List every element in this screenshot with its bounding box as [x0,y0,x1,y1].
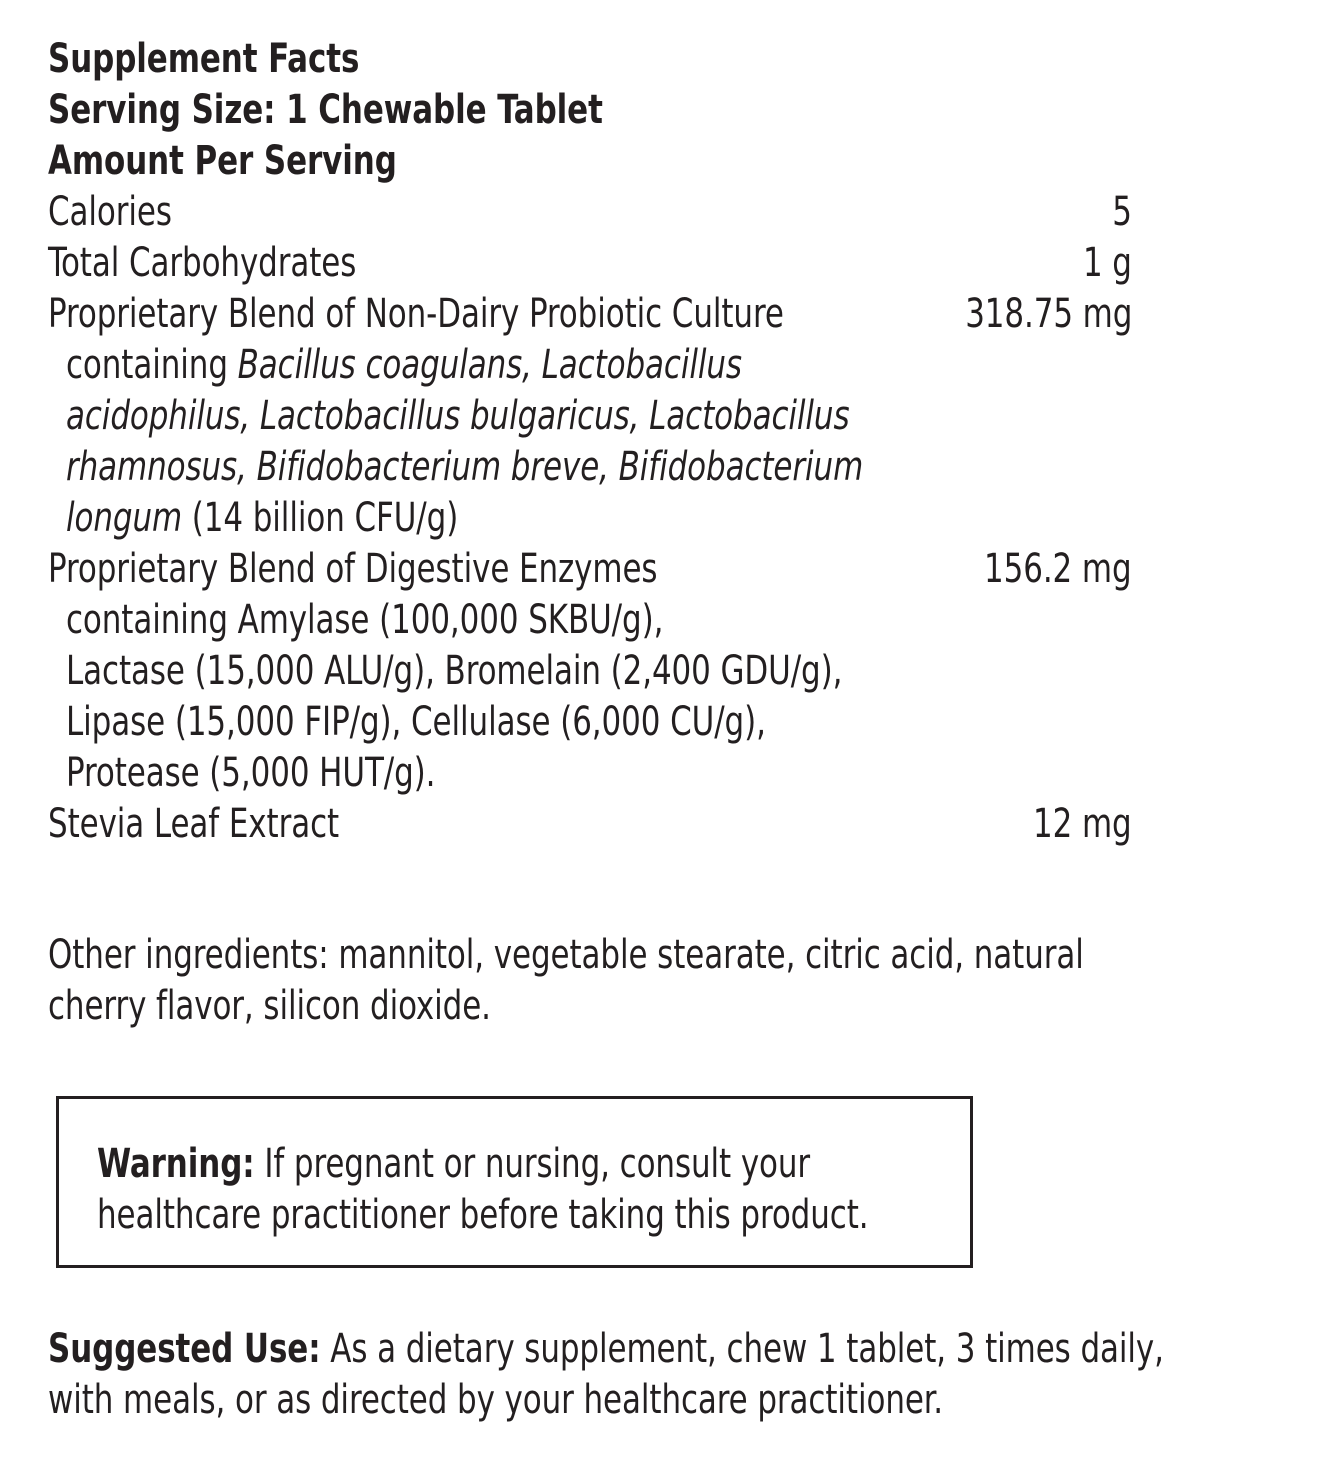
nutrient-value: 12 mg [1033,801,1132,847]
probiotic-detail-line [0,391,1320,442]
other-ingredients-text: cherry flavor, silicon dioxide. [48,983,491,1029]
enzyme-detail-line [0,646,1320,697]
enzyme-detail-line [0,697,1320,748]
enzyme-detail-line [0,595,1320,646]
probiotic-detail-line [0,340,1320,391]
nutrient-value: 5 [1112,189,1132,235]
warning-text: If pregnant or nursing, consult your [254,1141,811,1187]
serving-size-row [0,85,1320,136]
nutrient-label: Proprietary Blend of Digestive Enzymes [48,546,658,592]
spacer [0,1268,1320,1324]
nutrient-label: Stevia Leaf Extract [48,801,340,847]
amount-per-serving-row [0,136,1320,187]
other-ingredients-text: Other ingredients: mannitol, vegetable stearate, citric acid, natural [48,932,1084,978]
enzyme-detail-text: Lipase (15,000 FIP/g), Cellulase (6,000 CU/g), [66,699,766,745]
warning-label: Warning: [97,1141,255,1187]
nutrient-row [0,238,1320,289]
nutrient-value: 1 g [1083,240,1132,286]
nutrient-value: 318.75 mg [964,291,1132,337]
detail-pre: containing [66,342,238,388]
other-ingredients-line [0,981,1320,1032]
warning-box [56,1096,973,1268]
other-ingredients-line [0,930,1320,981]
suggested-use-line [0,1375,1320,1426]
suggested-use-line [0,1324,1320,1375]
page-title: Supplement Facts [48,36,360,82]
spacer [0,850,1320,930]
probiotic-detail-line [0,442,1320,493]
enzyme-detail-text: containing Amylase (100,000 SKBU/g), [66,597,664,643]
cfu-count: (14 billion CFU/g) [182,495,459,541]
nutrient-row [0,799,1320,850]
nutrient-label: Total Carbohydrates [48,240,357,286]
species-name: rhamnosus, Bifidobacterium breve, Bifidobacterium [66,444,864,490]
nutrient-row [0,187,1320,238]
serving-size-label: Serving Size: 1 Chewable Tablet [48,87,603,133]
suggested-use-text: As a dietary supplement, chew 1 tablet, 3 times daily, [320,1326,1164,1372]
warning-line [97,1139,970,1190]
panel-title-row [0,34,1320,85]
enzyme-detail-text: Lactase (15,000 ALU/g), Bromelain (2,400 GDU/g), [66,648,843,694]
nutrient-label: Calories [48,189,172,235]
enzyme-detail-line [0,748,1320,799]
probiotic-detail-line [0,493,1320,544]
nutrient-row [0,544,1320,595]
warning-line [97,1190,970,1241]
spacer [0,1032,1320,1096]
nutrient-label: Proprietary Blend of Non-Dairy Probiotic Culture [48,291,784,337]
species-name: longum [66,495,183,541]
amount-per-serving-label: Amount Per Serving [48,138,397,184]
nutrient-row [0,289,1320,340]
suggested-use-label: Suggested Use: [48,1326,321,1372]
warning-text: healthcare practitioner before taking this product. [97,1192,869,1238]
species-name: Bacillus coagulans, Lactobacillus [237,342,742,388]
nutrient-value: 156.2 mg [984,546,1132,592]
suggested-use-text: with meals, or as directed by your healthcare practitioner. [48,1377,944,1423]
species-name: acidophilus, Lactobacillus bulgaricus, Lactobacillus [66,393,850,439]
enzyme-detail-text: Protease (5,000 HUT/g). [66,750,436,796]
